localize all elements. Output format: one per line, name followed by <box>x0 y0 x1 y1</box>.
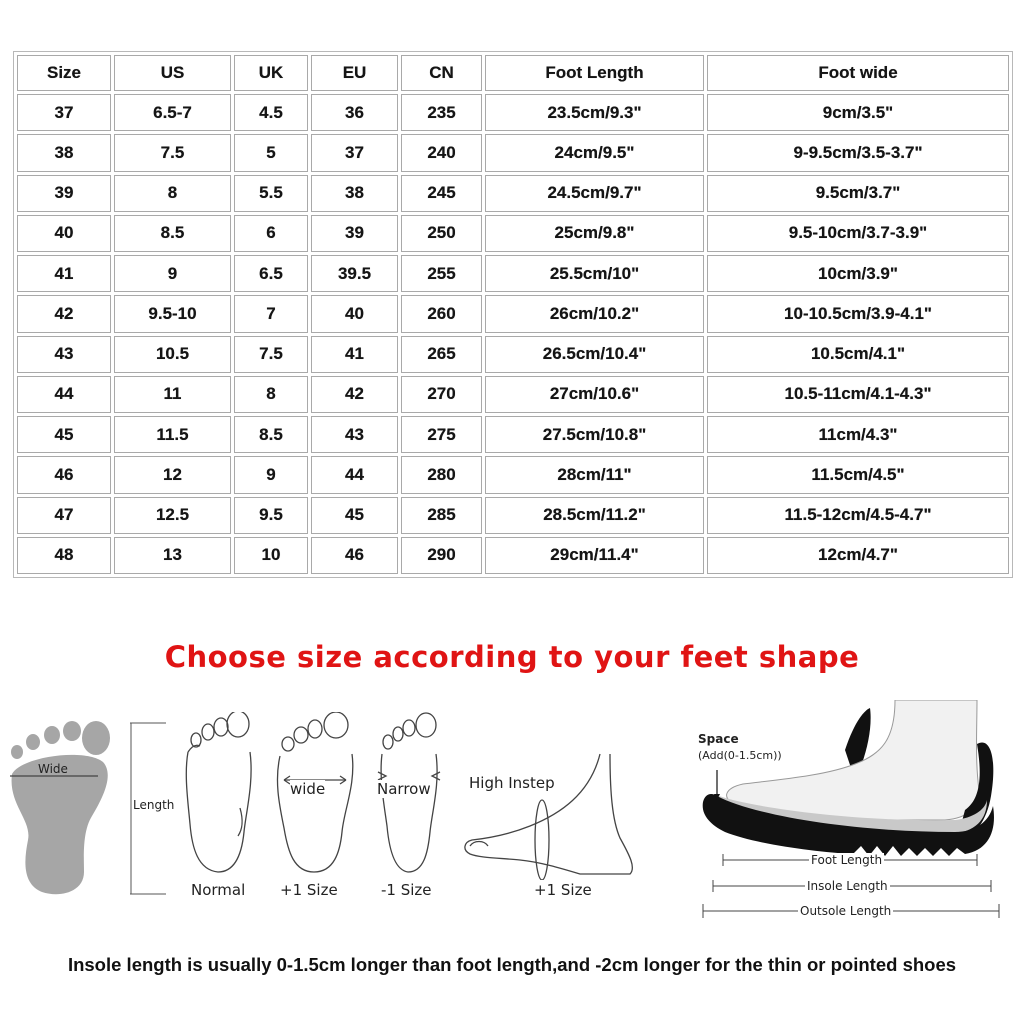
header-foot-wide: Foot wide <box>707 55 1009 91</box>
cell-foot-length: 27cm/10.6" <box>485 376 704 413</box>
cell-size: 43 <box>17 336 111 373</box>
header-us: US <box>114 55 231 91</box>
cell-eu: 36 <box>311 94 398 131</box>
high-instep-label: High Instep <box>469 774 555 792</box>
cell-eu: 40 <box>311 295 398 332</box>
cell-foot-length: 24.5cm/9.7" <box>485 175 704 212</box>
cell-eu: 41 <box>311 336 398 373</box>
size-chart <box>13 51 1013 578</box>
cell-eu: 39 <box>311 215 398 252</box>
cell-us: 12 <box>114 456 231 493</box>
cell-foot-length: 24cm/9.5" <box>485 134 704 171</box>
cell-us: 8.5 <box>114 215 231 252</box>
cell-foot-length: 26.5cm/10.4" <box>485 336 704 373</box>
cell-foot-length: 27.5cm/10.8" <box>485 416 704 453</box>
outsole-length-label: Outsole Length <box>800 904 892 918</box>
cell-foot-wide: 9-9.5cm/3.5-3.7" <box>707 134 1009 171</box>
cell-us: 10.5 <box>114 336 231 373</box>
cell-uk: 6 <box>234 215 308 252</box>
cell-us: 11.5 <box>114 416 231 453</box>
cell-eu: 38 <box>311 175 398 212</box>
cell-foot-length: 28cm/11" <box>485 456 704 493</box>
cell-uk: 5 <box>234 134 308 171</box>
cell-size: 48 <box>17 537 111 574</box>
normal-foot-icon <box>178 712 258 877</box>
cell-cn: 265 <box>401 336 482 373</box>
cell-uk: 10 <box>234 537 308 574</box>
cell-foot-wide: 9.5cm/3.7" <box>707 175 1009 212</box>
cell-foot-wide: 10-10.5cm/3.9-4.1" <box>707 295 1009 332</box>
table-row <box>17 336 1009 373</box>
cell-us: 9.5-10 <box>114 295 231 332</box>
table-row <box>17 416 1009 453</box>
high-instep-icon <box>460 750 660 880</box>
table-row <box>17 456 1009 493</box>
cell-cn: 250 <box>401 215 482 252</box>
size-table <box>14 52 1012 577</box>
cell-foot-length: 26cm/10.2" <box>485 295 704 332</box>
cell-uk: 9.5 <box>234 497 308 534</box>
headline: Choose size according to your feet shape <box>164 640 860 674</box>
cell-size: 38 <box>17 134 111 171</box>
length-label: Length <box>133 798 175 812</box>
cell-cn: 260 <box>401 295 482 332</box>
cell-foot-wide: 10.5-11cm/4.1-4.3" <box>707 376 1009 413</box>
cell-cn: 255 <box>401 255 482 292</box>
wide-label: Wide <box>38 762 68 776</box>
cell-us: 7.5 <box>114 134 231 171</box>
cell-foot-length: 25cm/9.8" <box>485 215 704 252</box>
space-label: Space <box>698 732 739 746</box>
cell-us: 13 <box>114 537 231 574</box>
cell-foot-length: 23.5cm/9.3" <box>485 94 704 131</box>
cell-us: 9 <box>114 255 231 292</box>
table-body <box>17 94 1009 574</box>
cell-us: 12.5 <box>114 497 231 534</box>
cell-uk: 6.5 <box>234 255 308 292</box>
table-header-row <box>17 55 1009 91</box>
cell-uk: 4.5 <box>234 94 308 131</box>
cell-eu: 37 <box>311 134 398 171</box>
cell-cn: 275 <box>401 416 482 453</box>
cell-eu: 43 <box>311 416 398 453</box>
cell-us: 11 <box>114 376 231 413</box>
space-add-label: (Add(0-1.5cm)) <box>698 749 782 762</box>
table-row <box>17 94 1009 131</box>
foot-illustrations <box>0 700 1024 940</box>
cell-eu: 44 <box>311 456 398 493</box>
table-row <box>17 175 1009 212</box>
cell-eu: 39.5 <box>311 255 398 292</box>
footnote: Insole length is usually 0-1.5cm longer than foot length,and -2cm longer for the thin or pointed shoes <box>67 954 957 975</box>
cell-uk: 8 <box>234 376 308 413</box>
wide-size-label: +1 Size <box>280 881 338 899</box>
cell-foot-wide: 10.5cm/4.1" <box>707 336 1009 373</box>
cell-cn: 285 <box>401 497 482 534</box>
cell-size: 40 <box>17 215 111 252</box>
header-foot-length: Foot Length <box>485 55 704 91</box>
cell-size: 44 <box>17 376 111 413</box>
cell-eu: 42 <box>311 376 398 413</box>
cell-size: 41 <box>17 255 111 292</box>
cell-foot-wide: 9.5-10cm/3.7-3.9" <box>707 215 1009 252</box>
cell-foot-wide: 11.5cm/4.5" <box>707 456 1009 493</box>
table-row <box>17 537 1009 574</box>
cell-uk: 7.5 <box>234 336 308 373</box>
cell-us: 6.5-7 <box>114 94 231 131</box>
cell-foot-wide: 11cm/4.3" <box>707 416 1009 453</box>
cell-size: 47 <box>17 497 111 534</box>
cell-cn: 235 <box>401 94 482 131</box>
cell-uk: 9 <box>234 456 308 493</box>
normal-label: Normal <box>191 881 246 899</box>
cell-size: 42 <box>17 295 111 332</box>
wide-foot-label: wide <box>290 780 326 798</box>
table-row <box>17 255 1009 292</box>
cell-uk: 5.5 <box>234 175 308 212</box>
table-row <box>17 497 1009 534</box>
cell-cn: 240 <box>401 134 482 171</box>
cell-eu: 46 <box>311 537 398 574</box>
cell-foot-wide: 10cm/3.9" <box>707 255 1009 292</box>
cell-size: 45 <box>17 416 111 453</box>
header-cn: CN <box>401 55 482 91</box>
instep-size-label: +1 Size <box>534 881 592 899</box>
foot-length-label: Foot Length <box>811 853 883 867</box>
narrow-label: Narrow <box>377 780 431 798</box>
cell-size: 46 <box>17 456 111 493</box>
cell-size: 37 <box>17 94 111 131</box>
header-uk: UK <box>234 55 308 91</box>
cell-foot-length: 25.5cm/10" <box>485 255 704 292</box>
cell-foot-length: 29cm/11.4" <box>485 537 704 574</box>
table-row <box>17 215 1009 252</box>
cell-uk: 7 <box>234 295 308 332</box>
header-size: Size <box>17 55 111 91</box>
cell-us: 8 <box>114 175 231 212</box>
header-eu: EU <box>311 55 398 91</box>
cell-cn: 290 <box>401 537 482 574</box>
cell-cn: 280 <box>401 456 482 493</box>
cell-size: 39 <box>17 175 111 212</box>
table-row <box>17 295 1009 332</box>
cell-uk: 8.5 <box>234 416 308 453</box>
cell-foot-wide: 12cm/4.7" <box>707 537 1009 574</box>
table-row <box>17 376 1009 413</box>
cell-foot-length: 28.5cm/11.2" <box>485 497 704 534</box>
cell-foot-wide: 11.5-12cm/4.5-4.7" <box>707 497 1009 534</box>
cell-cn: 270 <box>401 376 482 413</box>
cell-foot-wide: 9cm/3.5" <box>707 94 1009 131</box>
table-row <box>17 134 1009 171</box>
cell-eu: 45 <box>311 497 398 534</box>
insole-length-label: Insole Length <box>807 879 888 893</box>
narrow-size-label: -1 Size <box>381 881 432 899</box>
cell-cn: 245 <box>401 175 482 212</box>
